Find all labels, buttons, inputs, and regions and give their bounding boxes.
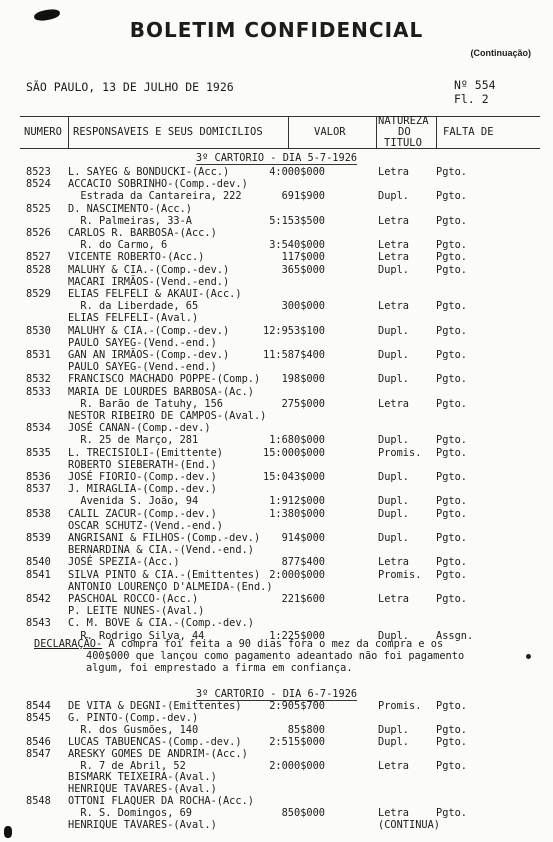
entry-text: ELIAS FELFELI-(Aval.) (68, 312, 199, 325)
entry-missing: Pgto. (436, 507, 467, 520)
entry-row (0, 325, 553, 337)
entry-text: GAN AN IRMÃOS-(Comp.-dev.) (68, 349, 230, 361)
entry-row (0, 349, 553, 361)
entry-text: MALUHY & CIA.-(Comp.-dev.) (68, 324, 230, 337)
entry-text: Avenida S. João, 94 (68, 495, 199, 508)
entry-row (0, 434, 553, 446)
entry-text: R. S. Domingos, 69 (68, 807, 192, 820)
entry-text: MALUHY & CIA.-(Comp.-dev.) (68, 263, 230, 276)
entry-text: R. Palmeiras, 33-A (68, 214, 192, 227)
entry-row (0, 795, 553, 807)
entry-row (0, 190, 553, 202)
entry-missing: Pgto. (436, 190, 467, 203)
entry-nature: Dupl. (378, 349, 409, 361)
entry-value: 691$900 (281, 190, 325, 203)
declaration-line-3: algum, foi emprestado a firma em confiança. (86, 662, 353, 674)
section-heading-2: 3º CARTORIO - DIA 6-7-1926 (195, 688, 358, 700)
entry-missing: Pgto. (436, 373, 467, 386)
entry-text: MARIA DE LOURDES BARBOSA-(Ac.) (68, 385, 254, 398)
entry-value: 850$000 (281, 807, 325, 820)
entry-row (0, 227, 553, 239)
entry-number: 8542 (26, 593, 51, 605)
entry-value: 914$000 (281, 532, 325, 544)
entry-number: 8538 (26, 507, 51, 520)
entry-missing: Pgto. (436, 532, 467, 544)
entry-text: R. Barão de Tatuhy, 156 (68, 397, 223, 410)
entry-missing: Pgto. (436, 446, 467, 459)
entry-text: ROBERTO SIEBERATH-(End.) (68, 458, 217, 471)
entry-text: OSCAR SCHUTZ-(Vend.-end.) (68, 519, 223, 532)
entry-value: 300$000 (281, 300, 325, 313)
entry-text: ARESKY GOMES DE ANDRIM-(Acc.) (68, 747, 248, 760)
entry-value: 1:680$000 (269, 434, 325, 447)
entry-missing: Pgto. (436, 807, 467, 820)
entry-text: SILVA PINTO & CIA.-(Emittentes) (68, 568, 261, 581)
entry-row (0, 532, 553, 544)
declaration-label: DECLARAÇÃO- (34, 638, 103, 650)
entry-row (0, 581, 553, 593)
entry-missing: Pgto. (436, 568, 467, 581)
entry-text: C. M. BOVE & CIA.-(Comp.-dev.) (68, 617, 254, 630)
col-valor: VALOR (314, 126, 346, 138)
entry-nature: Promis. (378, 568, 422, 581)
entry-nature: Dupl. (378, 495, 409, 508)
entry-row (0, 556, 553, 568)
entry-row (0, 495, 553, 507)
entry-row (0, 483, 553, 495)
entry-number: 8541 (26, 568, 51, 581)
place-date: SÃO PAULO, 13 DE JULHO DE 1926 (26, 80, 234, 94)
entry-missing: Pgto. (436, 397, 467, 410)
entry-row (0, 771, 553, 783)
entry-nature: Letra (378, 300, 409, 313)
entry-text: R. 25 de Março, 281 (68, 434, 199, 447)
entry-missing: Pgto. (436, 723, 467, 736)
entry-text: ELIAS FELFELI & AKAUI-(Acc.) (68, 288, 242, 300)
entry-missing: Pgto. (436, 263, 467, 276)
entry-missing: Pgto. (436, 471, 467, 483)
col-natureza-3: TITULO (384, 137, 422, 149)
entry-missing: Pgto. (436, 759, 467, 772)
entry-text: HENRIQUE TAVARES-(Aval.) (68, 819, 217, 831)
entry-row (0, 215, 553, 227)
entry-text: PAULO SAYEG-(Vend.-end.) (68, 361, 217, 374)
sheet-number: Fl. 2 (454, 92, 489, 106)
entry-nature: (CONTINUA) (378, 819, 440, 831)
entry-missing: Pgto. (436, 349, 467, 361)
entry-number: 8537 (26, 483, 51, 496)
entry-row (0, 508, 553, 520)
entry-row (0, 386, 553, 398)
entry-text: OTTONI FLAQUER DA ROCHA-(Acc.) (68, 795, 254, 808)
entry-row (0, 605, 553, 617)
entry-text: PASCHOAL ROCCO-(Acc.) (68, 593, 199, 605)
entry-text: R. Rodrigo Silva, 44 (68, 629, 205, 642)
entry-number: 8547 (26, 747, 51, 760)
entry-value: 2:000$000 (269, 759, 325, 772)
entry-nature: Dupl. (378, 434, 409, 447)
entry-row (0, 276, 553, 288)
entry-number: 8546 (26, 735, 51, 748)
entry-nature: Letra (378, 251, 409, 264)
entry-text: LUCAS TABUENCAS-(Comp.-dev.) (68, 735, 242, 748)
entry-text: ANTONIO LOURENÇO D'ALMEIDA-(End.) (68, 580, 273, 593)
entry-text: BERNARDINA & CIA.-(Vend.-end.) (68, 544, 254, 557)
entry-missing: Pgto. (436, 251, 467, 264)
entry-row (0, 239, 553, 251)
entry-row (0, 459, 553, 471)
entry-nature: Letra (378, 239, 409, 252)
entry-text: R. dos Gusmões, 140 (68, 723, 199, 736)
entry-row (0, 300, 553, 312)
entry-value: 198$000 (281, 373, 325, 386)
entry-number: 8529 (26, 288, 51, 300)
entry-row (0, 447, 553, 459)
entry-number: 8543 (26, 617, 51, 630)
entry-missing: Pgto. (436, 593, 467, 605)
entry-text: PAULO SAYEG-(Vend.-end.) (68, 336, 217, 349)
entry-row (0, 410, 553, 422)
entry-number: 8527 (26, 251, 51, 264)
entry-nature: Dupl. (378, 324, 409, 337)
entry-value: 1:380$000 (269, 507, 325, 520)
entry-text: CARLOS R. BARBOSA-(Acc.) (68, 227, 217, 239)
entry-text: Estrada da Cantareira, 222 (68, 190, 242, 203)
entry-row (0, 569, 553, 581)
entry-text: DE VITA & DEGNI-(Emittentes) (68, 700, 242, 712)
section-heading-1: 3º CARTORIO - DIA 5-7-1926 (195, 152, 358, 164)
entry-row (0, 617, 553, 629)
entry-nature: Promis. (378, 446, 422, 459)
entry-value: 12:953$100 (263, 324, 325, 337)
entry-number: 8524 (26, 178, 51, 191)
document-title: BOLETIM CONFIDENCIAL (129, 18, 424, 42)
entry-row (0, 724, 553, 736)
entry-value: 1:912$000 (269, 495, 325, 508)
entry-missing: Pgto. (436, 324, 467, 337)
entry-number: 8534 (26, 422, 51, 435)
entry-row (0, 471, 553, 483)
entry-nature: Dupl. (378, 723, 409, 736)
entry-row (0, 398, 553, 410)
entry-number: 8523 (26, 166, 51, 178)
entry-missing: Pgto. (436, 735, 467, 748)
entry-nature: Dupl. (378, 190, 409, 203)
entry-missing: Pgto. (436, 300, 467, 313)
entry-missing: Pgto. (436, 700, 467, 712)
entry-missing: Pgto. (436, 495, 467, 508)
entry-text: JOSÉ CANAN-(Comp.-dev.) (68, 422, 211, 435)
entry-nature: Dupl. (378, 263, 409, 276)
entry-text: G. PINTO-(Comp.-dev.) (68, 711, 199, 724)
entry-number: 8533 (26, 385, 51, 398)
entry-row (0, 593, 553, 605)
entry-value: 2:515$000 (269, 735, 325, 748)
entry-number: 8530 (26, 324, 51, 337)
entry-nature: Dupl. (378, 373, 409, 386)
continuation-note: (Continuação) (470, 48, 531, 58)
entry-value: 85$800 (287, 723, 325, 736)
entry-nature: Letra (378, 556, 409, 569)
entry-row (0, 712, 553, 724)
col-numero: NUMERO (24, 126, 62, 138)
entry-row (0, 337, 553, 349)
entry-row (0, 422, 553, 434)
entry-text: BISMARK TEIXEIRA-(Aval.) (68, 771, 217, 784)
entry-row (0, 166, 553, 178)
entry-value: 2:905$700 (269, 700, 325, 712)
entry-value: 4:000$000 (269, 166, 325, 178)
entry-row (0, 520, 553, 532)
entry-row (0, 819, 553, 831)
entry-row (0, 700, 553, 712)
entry-nature: Dupl. (378, 532, 409, 544)
col-natureza-1: NATUREZA (378, 115, 429, 127)
entry-text: VICENTE ROBERTO-(Acc.) (68, 251, 205, 264)
entry-nature: Dupl. (378, 629, 409, 642)
entry-number: 8536 (26, 471, 51, 483)
entry-text: ACCACIO SOBRINHO-(Comp.-dev.) (68, 178, 248, 191)
entry-text: FRANCISCO MACHADO POPPE-(Comp.) (68, 373, 261, 386)
entry-missing: Assgn. (436, 629, 474, 642)
entry-value: 15:043$000 (263, 471, 325, 483)
col-natureza-2: DO (398, 126, 411, 138)
entry-missing: Pgto. (436, 434, 467, 447)
entry-number: 8525 (26, 202, 51, 215)
bulletin-number: Nº 554 (454, 78, 496, 92)
entry-value: 3:540$000 (269, 239, 325, 252)
entry-missing: Pgto. (436, 166, 467, 178)
declaration-line-2: 400$000 que lançou como pagamento adeantado não foi pagamento (86, 650, 465, 662)
entry-text: P. LEITE NUNES-(Aval.) (68, 605, 205, 618)
entry-text: R. do Carmo, 6 (68, 239, 168, 252)
bullet-mark (526, 654, 531, 659)
col-falta: FALTA DE (443, 126, 494, 138)
entry-row (0, 251, 553, 263)
entry-row (0, 203, 553, 215)
entry-text: CALIL ZACUR-(Comp.-dev.) (68, 507, 217, 520)
entry-text: JOSÉ SPEZIA-(Acc.) (68, 556, 180, 569)
entry-nature: Letra (378, 593, 409, 605)
entry-row (0, 760, 553, 772)
entry-number: 8531 (26, 349, 51, 361)
entry-nature: Dupl. (378, 471, 409, 483)
entry-row (0, 264, 553, 276)
entry-number: 8539 (26, 532, 51, 544)
entry-text: NESTOR RIBEIRO DE CAMPOS-(Aval.) (68, 410, 267, 422)
entry-missing: Pgto. (436, 214, 467, 227)
entry-row (0, 312, 553, 324)
entry-nature: Dupl. (378, 735, 409, 748)
declaration-line-1: A compra foi feita a 90 dias fora o mez da compra e os (102, 638, 444, 650)
entry-text: ANGRISANI & FILHOS-(Comp.-dev.) (68, 532, 261, 544)
entry-number: 8528 (26, 263, 51, 276)
entry-value: 275$000 (281, 397, 325, 410)
entry-number: 8532 (26, 373, 51, 386)
entry-number: 8526 (26, 227, 51, 239)
entry-row (0, 178, 553, 190)
entry-row (0, 373, 553, 385)
entry-nature: Letra (378, 397, 409, 410)
entry-value: 365$000 (281, 263, 325, 276)
entry-text: D. NASCIMENTO-(Acc.) (68, 202, 192, 215)
entry-row (0, 807, 553, 819)
entry-text: J. MIRAGLIA-(Comp.-dev.) (68, 483, 217, 496)
entry-number: 8548 (26, 795, 51, 808)
entry-text: R. da Liberdade, 65 (68, 300, 199, 313)
entry-value: 877$400 (281, 556, 325, 569)
entry-text: MACARI IRMÃOS-(Vend.-end.) (68, 275, 230, 288)
entry-number: 8544 (26, 700, 51, 712)
col-responsaveis: RESPONSAVEIS E SEUS DOMICILIOS (73, 126, 263, 138)
entry-row (0, 783, 553, 795)
entry-row (0, 361, 553, 373)
entry-number: 8535 (26, 446, 51, 459)
entry-row (0, 748, 553, 760)
entry-text: L. SAYEG & BONDUCKI-(Acc.) (68, 166, 230, 178)
entry-nature: Dupl. (378, 507, 409, 520)
entry-nature: Promis. (378, 700, 422, 712)
entry-number: 8540 (26, 556, 51, 569)
entry-value: 221$600 (281, 593, 325, 605)
entry-value: 2:000$000 (269, 568, 325, 581)
entry-text: JOSÉ FIORIO-(Comp.-dev.) (68, 471, 217, 483)
entry-text: HENRIQUE TAVARES-(Aval.) (68, 783, 217, 796)
entry-value: 15:000$000 (263, 446, 325, 459)
entry-missing: Pgto. (436, 556, 467, 569)
entry-nature: Letra (378, 166, 409, 178)
entry-nature: Letra (378, 759, 409, 772)
entry-value: 117$000 (281, 251, 325, 264)
entry-text: L. TRECISIOLI-(Emittente) (68, 446, 223, 459)
entry-value: 1:225$000 (269, 629, 325, 642)
entry-value: 11:587$400 (263, 349, 325, 361)
entry-row (0, 288, 553, 300)
entry-row (0, 544, 553, 556)
entry-nature: Letra (378, 807, 409, 820)
entry-number: 8545 (26, 711, 51, 724)
entry-missing: Pgto. (436, 239, 467, 252)
entry-row (0, 736, 553, 748)
entry-nature: Letra (378, 214, 409, 227)
entry-text: R. 7 de Abril, 52 (68, 759, 186, 772)
entry-value: 5:153$500 (269, 214, 325, 227)
